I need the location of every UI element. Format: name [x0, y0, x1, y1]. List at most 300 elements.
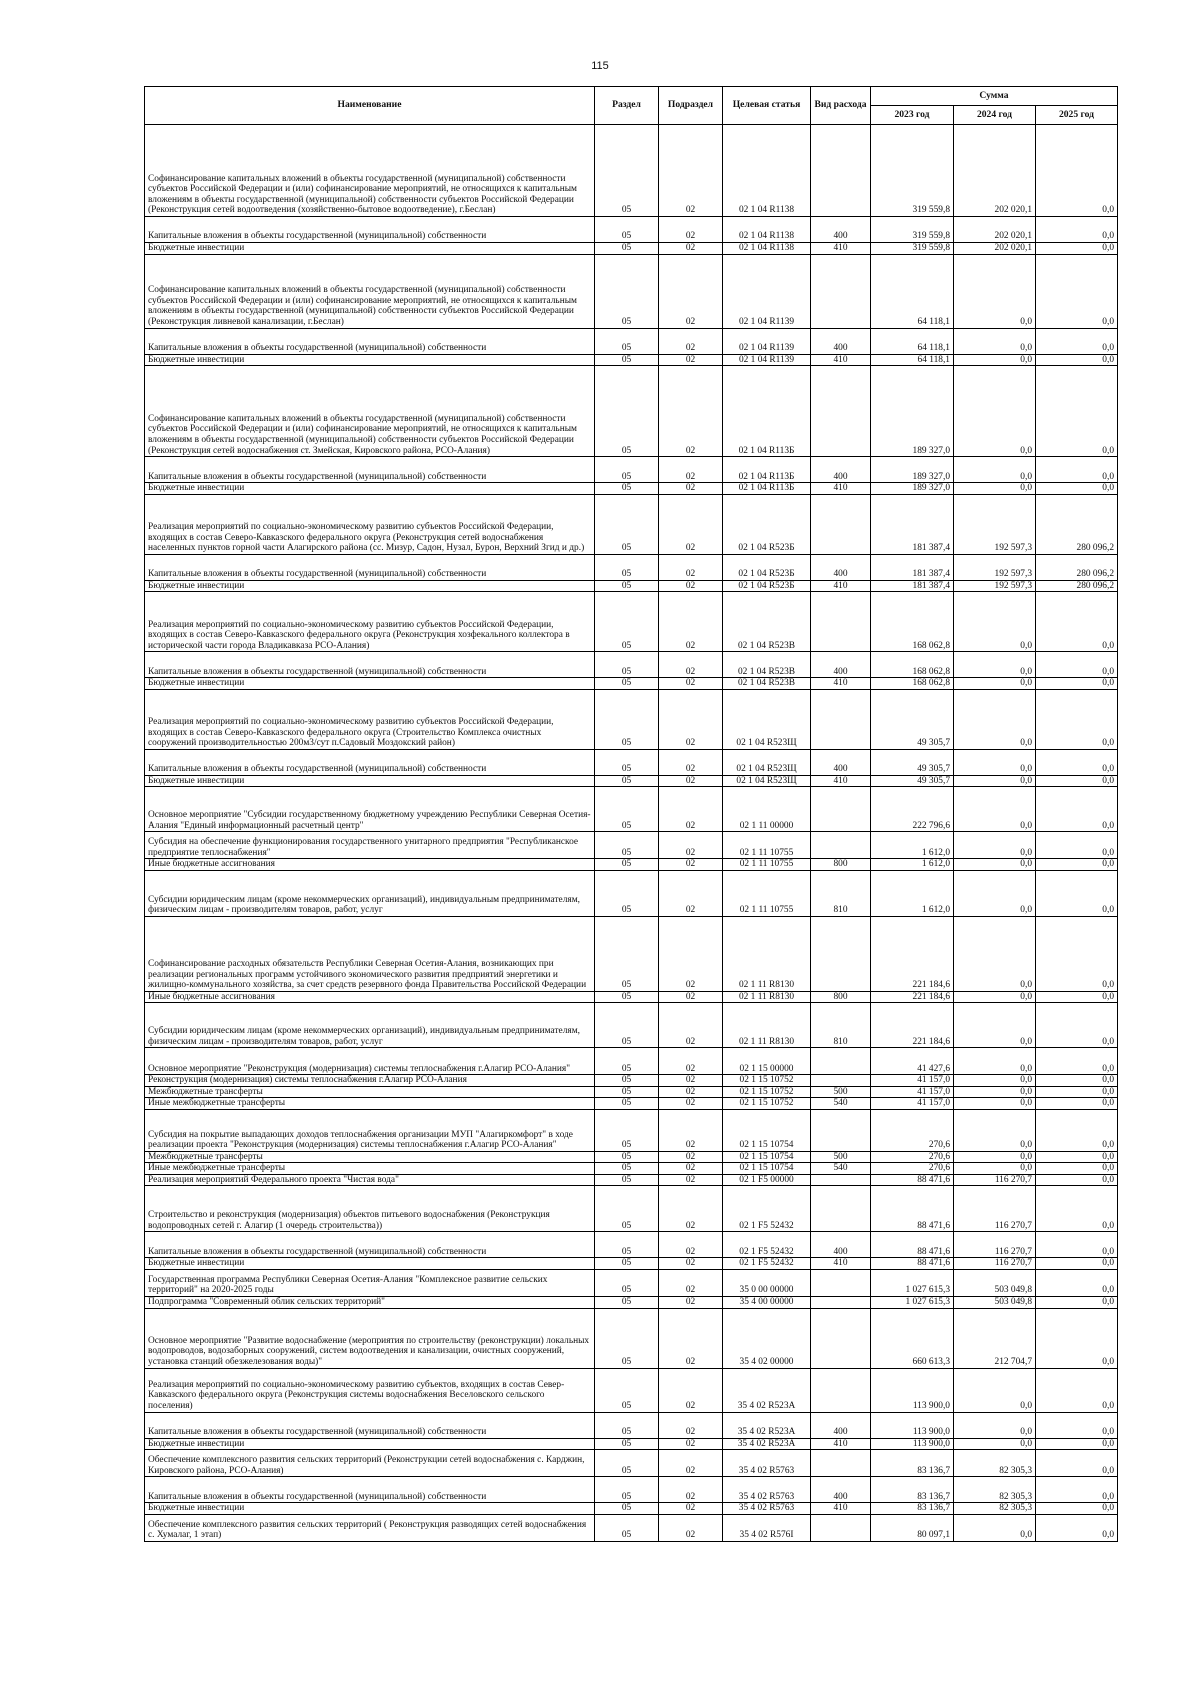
table-row — [145, 652, 1118, 678]
cell-vid: 410 — [811, 243, 871, 255]
cell-podrazdel: 02 — [659, 1412, 723, 1438]
col-header-razdel: Раздел — [595, 87, 659, 125]
cell-2023: 83 136,7 — [871, 1477, 954, 1503]
cell-target: 02 1 15 00000 — [723, 1048, 811, 1075]
table-row — [145, 1151, 1118, 1163]
cell-vid — [811, 787, 871, 832]
cell-2023: 49 305,7 — [871, 689, 954, 749]
cell-name: Основное мероприятие "Развитие водоснабжение (мероприятия по строительству (реконструкции) локальных водопроводов, водозаборных сооружений, систем водоотведения и канализации, очистных сооружений, установка станций обезжелезования воды)" — [145, 1308, 595, 1368]
cell-razdel: 05 — [595, 254, 659, 328]
cell-2024: 0,0 — [954, 1048, 1036, 1075]
cell-2023: 1 027 615,3 — [871, 1269, 954, 1296]
cell-name: Капитальные вложения в объекты государственной (муниципальной) собственности — [145, 1232, 595, 1258]
cell-2025: 0,0 — [1036, 366, 1118, 457]
table-row — [145, 689, 1118, 749]
cell-podrazdel: 02 — [659, 1086, 723, 1098]
cell-name: Основное мероприятие "Реконструкция (модернизация) системы теплоснабжения г.Алагир РСО-Алания" — [145, 1048, 595, 1075]
cell-target: 02 1 04 R1138 — [723, 125, 811, 217]
cell-target: 02 1 11 10755 — [723, 832, 811, 859]
cell-name: Обеспечение комплексного развития сельских территорий ( Реконструкция разводящих сетей водоснабжения с. Хумалаг, 1 этап) — [145, 1514, 595, 1541]
cell-vid: 800 — [811, 859, 871, 871]
cell-2024: 0,0 — [954, 1412, 1036, 1438]
cell-podrazdel: 02 — [659, 832, 723, 859]
cell-2023: 88 471,6 — [871, 1186, 954, 1232]
cell-2024: 0,0 — [954, 1368, 1036, 1412]
cell-vid: 410 — [811, 354, 871, 366]
cell-2025: 0,0 — [1036, 652, 1118, 678]
cell-vid — [811, 254, 871, 328]
cell-target: 02 1 F5 52432 — [723, 1258, 811, 1270]
cell-vid — [811, 1450, 871, 1477]
col-header-podrazdel: Подраздел — [659, 87, 723, 125]
cell-razdel: 05 — [595, 1174, 659, 1186]
cell-2025: 0,0 — [1036, 1477, 1118, 1503]
cell-2025: 0,0 — [1036, 749, 1118, 775]
cell-vid — [811, 1174, 871, 1186]
table-row — [145, 916, 1118, 991]
page-number: 115 — [591, 60, 609, 72]
cell-name: Бюджетные инвестиции — [145, 775, 595, 787]
cell-target: 02 1 11 R8130 — [723, 991, 811, 1003]
cell-target: 02 1 11 10755 — [723, 870, 811, 916]
cell-razdel: 05 — [595, 1003, 659, 1048]
cell-2024: 192 597,3 — [954, 494, 1036, 554]
cell-2023: 181 387,4 — [871, 494, 954, 554]
cell-razdel: 05 — [595, 689, 659, 749]
cell-target: 02 1 04 R523Б — [723, 494, 811, 554]
cell-target: 02 1 F5 00000 — [723, 1174, 811, 1186]
col-header-name: Наименование — [145, 87, 595, 125]
cell-name: Межбюджетные трансферты — [145, 1086, 595, 1098]
cell-2025: 0,0 — [1036, 1258, 1118, 1270]
cell-name: Иные межбюджетные трансферты — [145, 1163, 595, 1175]
table-row — [145, 1086, 1118, 1098]
cell-2025: 0,0 — [1036, 1048, 1118, 1075]
cell-2024: 0,0 — [954, 366, 1036, 457]
cell-target: 02 1 15 10752 — [723, 1075, 811, 1087]
cell-razdel: 05 — [595, 1232, 659, 1258]
cell-podrazdel: 02 — [659, 1174, 723, 1186]
table-row — [145, 1368, 1118, 1412]
col-header-2023: 2023 год — [871, 106, 954, 125]
cell-2025: 0,0 — [1036, 832, 1118, 859]
cell-target: 02 1 F5 52432 — [723, 1186, 811, 1232]
cell-vid — [811, 1048, 871, 1075]
cell-razdel: 05 — [595, 1438, 659, 1450]
cell-2024: 503 049,8 — [954, 1269, 1036, 1296]
cell-target: 02 1 04 R523Щ — [723, 689, 811, 749]
cell-razdel: 05 — [595, 1163, 659, 1175]
cell-name: Иные бюджетные ассигнования — [145, 991, 595, 1003]
cell-name: Бюджетные инвестиции — [145, 354, 595, 366]
cell-name: Реализация мероприятий по социально-экономическому развитию субъектов, входящих в состав Север-Кавказского федерального округа (Реконструкция системы водоснабжения Веселовского сельского поселения) — [145, 1368, 595, 1412]
table-row — [145, 749, 1118, 775]
cell-target: 02 1 11 00000 — [723, 787, 811, 832]
table-row — [145, 554, 1118, 580]
cell-vid: 410 — [811, 1258, 871, 1270]
cell-2023: 181 387,4 — [871, 580, 954, 592]
cell-vid — [811, 494, 871, 554]
table-row — [145, 1438, 1118, 1450]
cell-2023: 113 900,0 — [871, 1368, 954, 1412]
cell-2024: 0,0 — [954, 991, 1036, 1003]
cell-razdel: 05 — [595, 678, 659, 690]
table-row — [145, 1232, 1118, 1258]
cell-podrazdel: 02 — [659, 775, 723, 787]
cell-podrazdel: 02 — [659, 243, 723, 255]
cell-2023: 168 062,8 — [871, 678, 954, 690]
cell-2024: 0,0 — [954, 457, 1036, 483]
cell-2025: 0,0 — [1036, 1438, 1118, 1450]
cell-2025: 0,0 — [1036, 1269, 1118, 1296]
cell-vid: 400 — [811, 1477, 871, 1503]
cell-podrazdel: 02 — [659, 870, 723, 916]
cell-2023: 168 062,8 — [871, 592, 954, 652]
cell-2025: 0,0 — [1036, 125, 1118, 217]
cell-name: Строительство и реконструкция (модернизация) объектов питьевого водоснабжения (Реконструкция водопроводных сетей г. Алагир (1 очередь строительства)) — [145, 1186, 595, 1232]
cell-name: Субсидии юридическим лицам (кроме некоммерческих организаций), индивидуальным предпринимателям, физическим лицам - производителям товаров, работ, услуг — [145, 1003, 595, 1048]
cell-podrazdel: 02 — [659, 1296, 723, 1308]
cell-podrazdel: 02 — [659, 1151, 723, 1163]
cell-2023: 319 559,8 — [871, 217, 954, 243]
cell-2024: 192 597,3 — [954, 580, 1036, 592]
cell-podrazdel: 02 — [659, 859, 723, 871]
cell-podrazdel: 02 — [659, 354, 723, 366]
table-row — [145, 243, 1118, 255]
cell-target: 35 4 02 R523А — [723, 1438, 811, 1450]
cell-vid: 400 — [811, 554, 871, 580]
cell-2024: 202 020,1 — [954, 125, 1036, 217]
cell-podrazdel: 02 — [659, 991, 723, 1003]
cell-2025: 0,0 — [1036, 243, 1118, 255]
cell-razdel: 05 — [595, 1098, 659, 1110]
cell-2024: 0,0 — [954, 1514, 1036, 1541]
cell-2024: 0,0 — [954, 1003, 1036, 1048]
cell-podrazdel: 02 — [659, 689, 723, 749]
cell-2024: 82 305,3 — [954, 1503, 1036, 1515]
table-row — [145, 1109, 1118, 1151]
cell-target: 02 1 04 R113Б — [723, 457, 811, 483]
cell-podrazdel: 02 — [659, 787, 723, 832]
table-row — [145, 1503, 1118, 1515]
cell-target: 02 1 04 R1139 — [723, 328, 811, 354]
cell-2025: 0,0 — [1036, 1086, 1118, 1098]
cell-2025: 0,0 — [1036, 1003, 1118, 1048]
table-row — [145, 775, 1118, 787]
cell-razdel: 05 — [595, 652, 659, 678]
cell-name: Капитальные вложения в объекты государственной (муниципальной) собственности — [145, 1412, 595, 1438]
table-row — [145, 991, 1118, 1003]
cell-2025: 0,0 — [1036, 870, 1118, 916]
cell-razdel: 05 — [595, 1450, 659, 1477]
cell-name: Бюджетные инвестиции — [145, 1438, 595, 1450]
cell-2024: 0,0 — [954, 859, 1036, 871]
cell-podrazdel: 02 — [659, 1477, 723, 1503]
cell-2024: 0,0 — [954, 254, 1036, 328]
cell-2023: 88 471,6 — [871, 1232, 954, 1258]
cell-2025: 0,0 — [1036, 1174, 1118, 1186]
cell-2024: 0,0 — [954, 787, 1036, 832]
cell-razdel: 05 — [595, 1086, 659, 1098]
cell-vid: 400 — [811, 1232, 871, 1258]
cell-2023: 168 062,8 — [871, 652, 954, 678]
cell-2024: 0,0 — [954, 328, 1036, 354]
cell-name: Капитальные вложения в объекты государственной (муниципальной) собственности — [145, 554, 595, 580]
cell-target: 02 1 04 R523В — [723, 592, 811, 652]
cell-razdel: 05 — [595, 787, 659, 832]
col-header-target: Целевая статья — [723, 87, 811, 125]
cell-target: 02 1 04 R523Щ — [723, 775, 811, 787]
cell-razdel: 05 — [595, 1151, 659, 1163]
cell-2023: 41 427,6 — [871, 1048, 954, 1075]
cell-2023: 221 184,6 — [871, 916, 954, 991]
cell-2025: 0,0 — [1036, 1368, 1118, 1412]
table-row — [145, 1048, 1118, 1075]
table-row — [145, 366, 1118, 457]
cell-podrazdel: 02 — [659, 1232, 723, 1258]
cell-2025: 0,0 — [1036, 1412, 1118, 1438]
cell-vid — [811, 1296, 871, 1308]
cell-target: 35 4 02 R5763 — [723, 1450, 811, 1477]
cell-razdel: 05 — [595, 1048, 659, 1075]
cell-name: Реализация мероприятий по социально-экономическому развитию субъектов Российской Федерации, входящих в состав Северо-Кавказского федерального округа (Строительство Комплекса очистных сооружений производительностью 200м3/сут п.Садовый Моздокский район) — [145, 689, 595, 749]
table-row — [145, 1477, 1118, 1503]
cell-razdel: 05 — [595, 494, 659, 554]
cell-podrazdel: 02 — [659, 1269, 723, 1296]
table-row — [145, 1075, 1118, 1087]
cell-podrazdel: 02 — [659, 554, 723, 580]
table-row — [145, 870, 1118, 916]
cell-2024: 0,0 — [954, 592, 1036, 652]
cell-name: Субсидия на обеспечение функционирования государственного унитарного предприятия "Республиканское предприятие теплоснабжения" — [145, 832, 595, 859]
cell-2024: 0,0 — [954, 1109, 1036, 1151]
cell-name: Реализация мероприятий по социально-экономическому развитию субъектов Российской Федерации, входящих в состав Северо-Кавказского федерального округа (Реконструкция сетей водоснабжения населенных пунктов горной части Алагирского района (сс. Мизур, Садон, Нузал, Бурон, Верхний Згид и др.) — [145, 494, 595, 554]
cell-target: 35 4 02 R523А — [723, 1368, 811, 1412]
cell-2025: 0,0 — [1036, 1098, 1118, 1110]
cell-name: Реконструкция (модернизация) системы теплоснабжения г.Алагир РСО-Алания — [145, 1075, 595, 1087]
cell-razdel: 05 — [595, 1075, 659, 1087]
cell-razdel: 05 — [595, 580, 659, 592]
cell-vid: 400 — [811, 652, 871, 678]
cell-name: Капитальные вложения в объекты государственной (муниципальной) собственности — [145, 1477, 595, 1503]
cell-2023: 83 136,7 — [871, 1450, 954, 1477]
cell-name: Реализация мероприятий Федерального проекта "Чистая вода" — [145, 1174, 595, 1186]
cell-2025: 0,0 — [1036, 775, 1118, 787]
cell-2024: 192 597,3 — [954, 554, 1036, 580]
cell-name: Обеспечение комплексного развития сельских территорий (Реконструкции сетей водоснабжения с. Карджин, Кировского района, РСО-Алания) — [145, 1450, 595, 1477]
cell-name: Софинансирование капитальных вложений в объекты государственной (муниципальной) собственности субъектов Российской Федерации и (или) софинансирование мероприятий, не относящихся к капитальным вложениям в объекты государственной (муниципальной) собственности субъектов Российской Федерации (Реконструкция ливневой канализации, г.Беслан) — [145, 254, 595, 328]
cell-target: 02 1 04 R523Б — [723, 554, 811, 580]
cell-2023: 1 027 615,3 — [871, 1296, 954, 1308]
cell-2023: 113 900,0 — [871, 1412, 954, 1438]
cell-2025: 0,0 — [1036, 916, 1118, 991]
cell-2023: 1 612,0 — [871, 859, 954, 871]
col-header-2024: 2024 год — [954, 106, 1036, 125]
cell-podrazdel: 02 — [659, 1503, 723, 1515]
cell-vid: 810 — [811, 870, 871, 916]
cell-target: 02 1 15 10752 — [723, 1086, 811, 1098]
cell-2025: 0,0 — [1036, 457, 1118, 483]
cell-2025: 0,0 — [1036, 1186, 1118, 1232]
cell-vid: 410 — [811, 678, 871, 690]
cell-podrazdel: 02 — [659, 592, 723, 652]
cell-name: Бюджетные инвестиции — [145, 243, 595, 255]
cell-2023: 270,6 — [871, 1151, 954, 1163]
cell-2025: 0,0 — [1036, 1075, 1118, 1087]
cell-podrazdel: 02 — [659, 1098, 723, 1110]
cell-vid: 400 — [811, 457, 871, 483]
cell-target: 35 4 02 R5763 — [723, 1477, 811, 1503]
cell-podrazdel: 02 — [659, 916, 723, 991]
cell-2023: 88 471,6 — [871, 1174, 954, 1186]
cell-name: Софинансирование капитальных вложений в объекты государственной (муниципальной) собственности субъектов Российской Федерации и (или) софинансирование мероприятий, не относящихся к капитальным вложениям в объекты государственной (муниципальной) собственности субъектов Российской Федерации (Реконструкция сетей водоотведения (хозяйственно-бытовое водоотведение), г.Беслан) — [145, 125, 595, 217]
cell-2023: 64 118,1 — [871, 328, 954, 354]
cell-2024: 116 270,7 — [954, 1258, 1036, 1270]
cell-vid: 400 — [811, 749, 871, 775]
table-body — [145, 125, 1118, 1542]
cell-vid — [811, 592, 871, 652]
table-row — [145, 1308, 1118, 1368]
cell-2025: 0,0 — [1036, 483, 1118, 495]
cell-podrazdel: 02 — [659, 1514, 723, 1541]
cell-vid — [811, 1269, 871, 1296]
cell-2025: 0,0 — [1036, 1514, 1118, 1541]
cell-name: Бюджетные инвестиции — [145, 580, 595, 592]
cell-name: Иные бюджетные ассигнования — [145, 859, 595, 871]
cell-2023: 49 305,7 — [871, 775, 954, 787]
cell-podrazdel: 02 — [659, 217, 723, 243]
cell-vid: 410 — [811, 1503, 871, 1515]
budget-table — [144, 86, 1118, 1542]
cell-razdel: 05 — [595, 1412, 659, 1438]
cell-2024: 0,0 — [954, 652, 1036, 678]
cell-2023: 189 327,0 — [871, 457, 954, 483]
table-row — [145, 494, 1118, 554]
cell-vid: 500 — [811, 1086, 871, 1098]
col-header-vid: Вид расхода — [811, 87, 871, 125]
cell-2024: 0,0 — [954, 678, 1036, 690]
cell-razdel: 05 — [595, 483, 659, 495]
table-row — [145, 328, 1118, 354]
cell-podrazdel: 02 — [659, 483, 723, 495]
cell-target: 02 1 04 R523Б — [723, 580, 811, 592]
cell-2023: 41 157,0 — [871, 1098, 954, 1110]
table-row — [145, 1450, 1118, 1477]
cell-2024: 0,0 — [954, 1163, 1036, 1175]
cell-name: Основное мероприятие "Субсидии государственному бюджетному учреждению Республики Северная Осетия-Алания "Единый информационный расчетный центр" — [145, 787, 595, 832]
cell-target: 35 4 02 R576I — [723, 1514, 811, 1541]
table-row — [145, 1296, 1118, 1308]
cell-2025: 0,0 — [1036, 859, 1118, 871]
cell-target: 02 1 04 R1138 — [723, 217, 811, 243]
cell-name: Государственная программа Республики Северная Осетия-Алания "Комплексное развитие сельских территорий" на 2020-2025 годы — [145, 1269, 595, 1296]
cell-2024: 202 020,1 — [954, 217, 1036, 243]
cell-target: 02 1 04 R1138 — [723, 243, 811, 255]
cell-vid — [811, 1368, 871, 1412]
cell-2025: 280 096,2 — [1036, 554, 1118, 580]
cell-razdel: 05 — [595, 592, 659, 652]
cell-razdel: 05 — [595, 457, 659, 483]
cell-2025: 0,0 — [1036, 1151, 1118, 1163]
table-row — [145, 859, 1118, 871]
table-row — [145, 457, 1118, 483]
cell-name: Софинансирование расходных обязательств Республики Северная Осетия-Алания, возникающих при реализации региональных программ устойчивого экономического развития предприятий энергетики и жилищно-коммунального хозяйства, за счет средств резервного фонда Правительства Российской Федерации — [145, 916, 595, 991]
cell-2025: 0,0 — [1036, 1296, 1118, 1308]
cell-razdel: 05 — [595, 1308, 659, 1368]
cell-vid: 540 — [811, 1163, 871, 1175]
cell-target: 02 1 11 R8130 — [723, 916, 811, 991]
table-row — [145, 678, 1118, 690]
cell-vid — [811, 1109, 871, 1151]
cell-2023: 64 118,1 — [871, 254, 954, 328]
cell-2024: 116 270,7 — [954, 1174, 1036, 1186]
cell-2025: 0,0 — [1036, 254, 1118, 328]
cell-vid: 410 — [811, 580, 871, 592]
cell-vid — [811, 1075, 871, 1087]
cell-2023: 319 559,8 — [871, 243, 954, 255]
table-row — [145, 592, 1118, 652]
cell-name: Бюджетные инвестиции — [145, 1258, 595, 1270]
cell-2024: 0,0 — [954, 916, 1036, 991]
cell-name: Иные межбюджетные трансферты — [145, 1098, 595, 1110]
cell-target: 02 1 04 R1139 — [723, 254, 811, 328]
table-row — [145, 832, 1118, 859]
cell-razdel: 05 — [595, 870, 659, 916]
cell-podrazdel: 02 — [659, 652, 723, 678]
cell-vid: 400 — [811, 328, 871, 354]
cell-target: 02 1 11 R8130 — [723, 1003, 811, 1048]
cell-2024: 82 305,3 — [954, 1477, 1036, 1503]
cell-razdel: 05 — [595, 1186, 659, 1232]
cell-podrazdel: 02 — [659, 1109, 723, 1151]
cell-2024: 0,0 — [954, 1098, 1036, 1110]
cell-2023: 88 471,6 — [871, 1258, 954, 1270]
cell-2023: 189 327,0 — [871, 366, 954, 457]
cell-razdel: 05 — [595, 1477, 659, 1503]
table-row — [145, 1163, 1118, 1175]
cell-name: Капитальные вложения в объекты государственной (муниципальной) собственности — [145, 217, 595, 243]
cell-target: 02 1 15 10754 — [723, 1109, 811, 1151]
cell-name: Капитальные вложения в объекты государственной (муниципальной) собственности — [145, 749, 595, 775]
cell-podrazdel: 02 — [659, 1003, 723, 1048]
cell-2024: 0,0 — [954, 832, 1036, 859]
cell-2023: 49 305,7 — [871, 749, 954, 775]
cell-2024: 0,0 — [954, 689, 1036, 749]
cell-vid — [811, 125, 871, 217]
cell-name: Субсидии юридическим лицам (кроме некоммерческих организаций), индивидуальным предпринимателям, физическим лицам - производителям товаров, работ, услуг — [145, 870, 595, 916]
table-row — [145, 217, 1118, 243]
cell-vid — [811, 916, 871, 991]
cell-2025: 0,0 — [1036, 328, 1118, 354]
cell-name: Капитальные вложения в объекты государственной (муниципальной) собственности — [145, 652, 595, 678]
cell-razdel: 05 — [595, 775, 659, 787]
cell-vid — [811, 1308, 871, 1368]
cell-podrazdel: 02 — [659, 678, 723, 690]
cell-vid: 810 — [811, 1003, 871, 1048]
cell-target: 02 1 11 10755 — [723, 859, 811, 871]
table-row — [145, 1514, 1118, 1541]
cell-vid: 410 — [811, 483, 871, 495]
cell-2023: 41 157,0 — [871, 1075, 954, 1087]
cell-2024: 212 704,7 — [954, 1308, 1036, 1368]
cell-2023: 181 387,4 — [871, 554, 954, 580]
cell-2023: 270,6 — [871, 1163, 954, 1175]
cell-podrazdel: 02 — [659, 1048, 723, 1075]
cell-target: 35 0 00 00000 — [723, 1269, 811, 1296]
cell-target: 02 1 04 R523В — [723, 678, 811, 690]
cell-2025: 280 096,2 — [1036, 580, 1118, 592]
cell-podrazdel: 02 — [659, 125, 723, 217]
